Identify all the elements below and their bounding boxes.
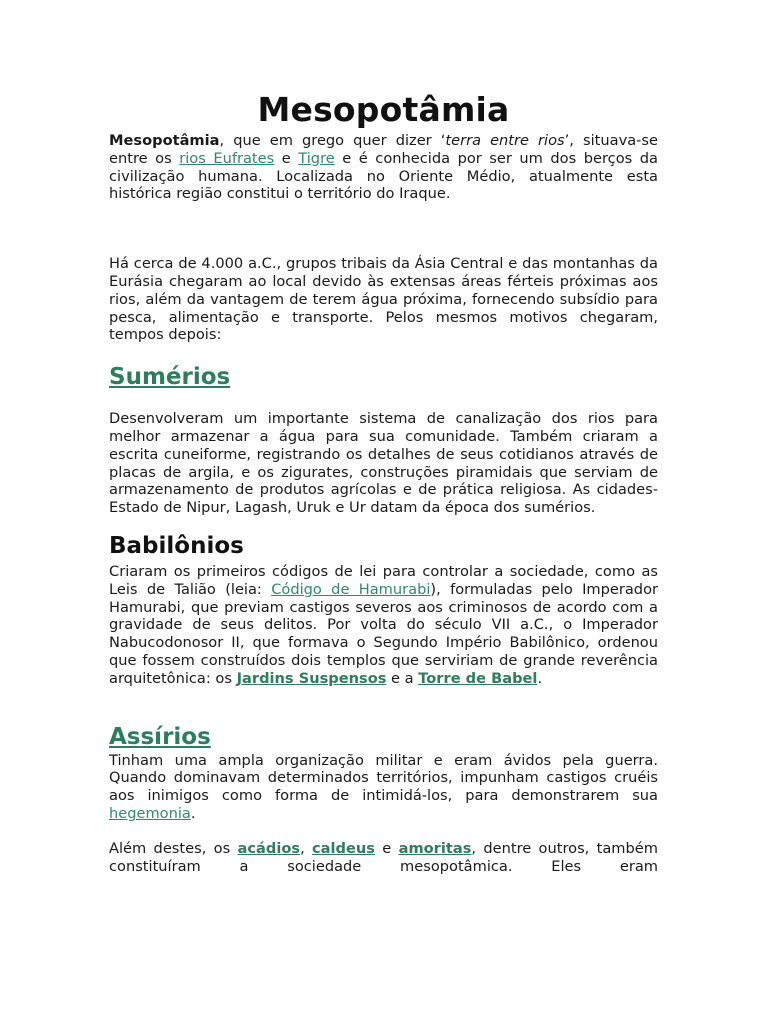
final-text-1: Além destes, os	[109, 839, 238, 857]
link-jardins-suspensos[interactable]: Jardins Suspensos	[236, 669, 387, 687]
intro-italic-phrase: terra entre rios	[445, 132, 565, 149]
babilonios-text-2: ), formuladas pelo Imperador Hamurabi, que previam castigos severos aos criminosos de acordo com a gravidade de seus delitos. Por volta do século VII a.C., o Imperador Nabucodonosor II, que formava o Segundo Império Babilônico, ordenou que fossem construídos dois templos que serviriam de grande reverência arquitetônica: os	[109, 580, 658, 687]
babilonios-text-1: Criaram os primeiros códigos de lei para controlar a sociedade, como as Leis de Talião (leia:	[109, 562, 658, 598]
intro-bold-term: Mesopotâmia	[109, 132, 220, 149]
link-caldeus[interactable]: caldeus	[312, 839, 375, 857]
final-text-3: e	[374, 839, 399, 857]
document-page	[109, 88, 658, 875]
assirios-heading-link[interactable]: Assírios	[109, 723, 211, 750]
link-codigo-hamurabi[interactable]: Código de Hamurabi	[271, 580, 431, 598]
link-tigre[interactable]: Tigre	[298, 149, 335, 167]
final-text-2: ,	[300, 839, 313, 857]
intro-paragraph	[109, 132, 658, 203]
assirios-section	[109, 722, 658, 752]
final-text-4: , dentre outros, também constituíram a sociedade mesopotâmica. Eles eram	[109, 839, 658, 875]
link-acadios[interactable]: acádios	[237, 839, 301, 857]
page-title: Mesopotâmia	[257, 90, 510, 129]
history-paragraph: Há cerca de 4.000 a.C., grupos tribais da Ásia Central e das montanhas da Eurásia chegaram ao local devido às extensas áreas férteis próximas aos rios, além da vantagem de terem água próxima, fornecendo subsídio para pesca, alimentação e transporte. Pelos mesmos motivos chegaram, tempos depois:	[109, 255, 658, 344]
sumerios-section	[109, 362, 658, 392]
babilonios-heading: Babilônios	[109, 532, 244, 559]
babilonios-text-4: .	[537, 669, 543, 687]
intro-text-4: e é conhecida por ser um dos berços da civilização humana. Localizada no Oriente Médio, atualmente esta histórica região constitui o território do Iraque.	[109, 149, 658, 203]
assirios-paragraph	[109, 752, 658, 823]
link-torre-de-babel[interactable]: Torre de Babel	[418, 669, 538, 687]
intro-text-1: , que em grego quer dizer ‘	[219, 132, 446, 149]
link-hegemonia[interactable]: hegemonia	[109, 804, 191, 822]
link-amoritas[interactable]: amoritas	[398, 839, 472, 857]
intro-text-2: ’, situava-se entre os	[109, 132, 658, 167]
assirios-text-2: .	[190, 804, 196, 822]
sumerios-heading-link[interactable]: Sumérios	[109, 364, 231, 391]
intro-text-3: e	[274, 149, 299, 167]
link-rios-eufrates[interactable]: rios Eufrates	[179, 149, 275, 167]
babilonios-text-3: e a	[386, 669, 419, 687]
assirios-text-1: Tinham uma ampla organização militar e eram ávidos pela guerra. Quando dominavam determinados territórios, impunham castigos cruéis aos inimigos como forma de intimidá-los, para demonstrarem sua	[109, 751, 658, 805]
babilonios-paragraph	[109, 563, 658, 688]
final-paragraph	[109, 840, 658, 876]
sumerios-paragraph: Desenvolveram um importante sistema de canalização dos rios para melhor armazenar a água para sua comunidade. Também criaram a escrita cuneiforme, registrando os detalhes de seus cotidianos através de placas de argila, e os zigurates, construções piramidais que serviam de armazenamento de produtos agrícolas e de prática religiosa. As cidades-Estado de Nipur, Lagash, Uruk e Ur datam da época dos sumérios.	[109, 410, 658, 517]
